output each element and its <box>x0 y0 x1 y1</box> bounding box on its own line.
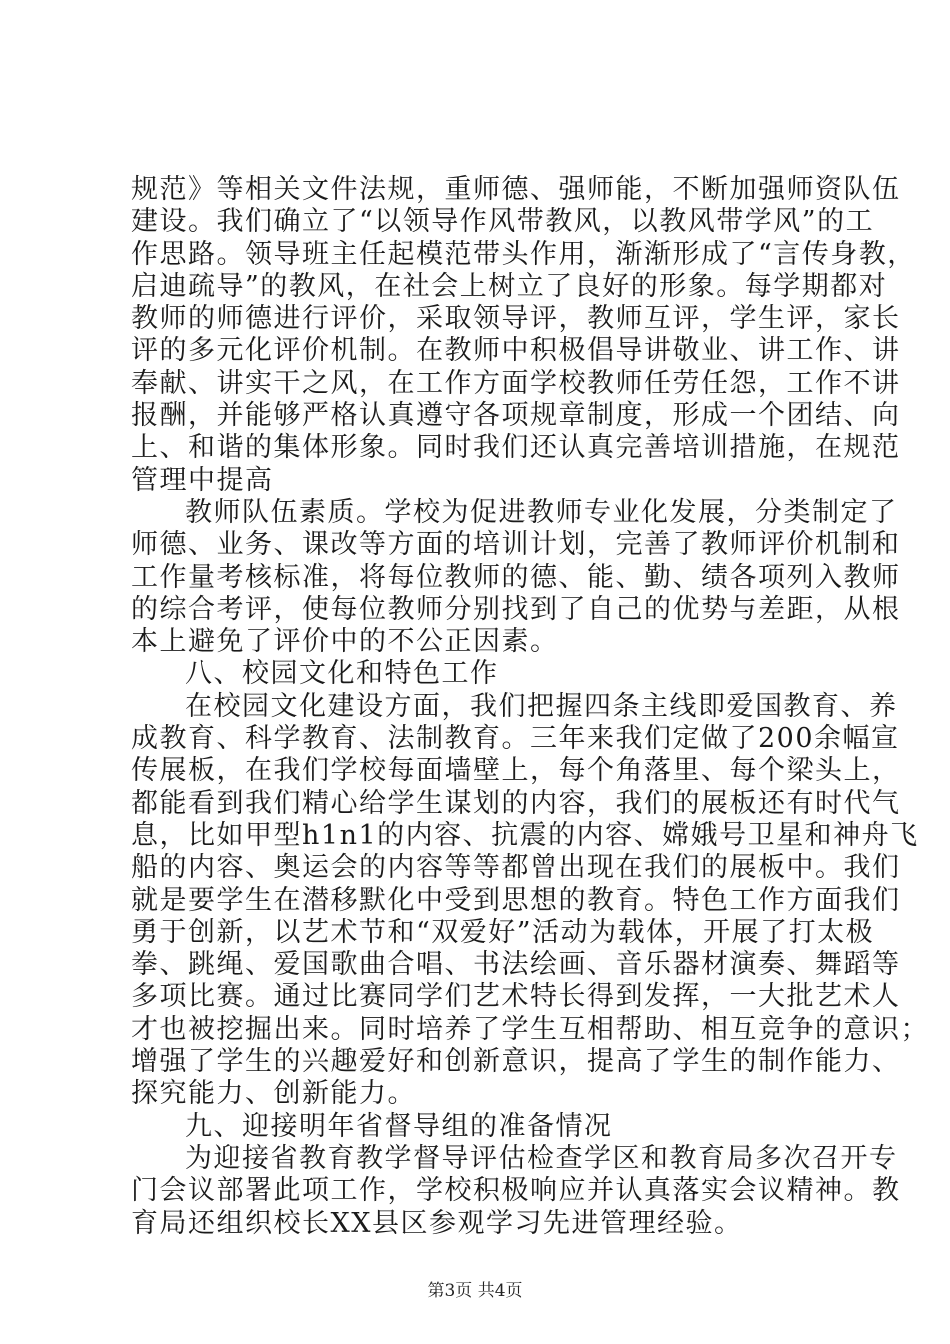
text-line: 息，比如甲型h1n1的内容、抗震的内容、嫦娥号卫星和神舟飞 <box>131 819 919 851</box>
text-line: 工作量考核标准，将每位教师的德、能、勤、绩各项列入教师 <box>131 561 901 593</box>
text-line: 都能看到我们精心给学生谋划的内容，我们的展板还有时代气 <box>131 787 901 819</box>
text-line: 船的内容、奥运会的内容等等都曾出现在我们的展板中。我们 <box>131 852 901 884</box>
text-line: 才也被挖掘出来。同时培养了学生互相帮助、相互竞争的意识； <box>131 1013 929 1045</box>
text-line: 作思路。领导班主任起模范带头作用，渐渐形成了“言传身教， <box>131 238 916 270</box>
text-line: 增强了学生的兴趣爱好和创新意识，提高了学生的制作能力、 <box>131 1046 901 1078</box>
page-footer <box>0 1276 950 1301</box>
text-line: 评的多元化评价机制。在教师中积极倡导讲敬业、讲工作、讲 <box>131 335 901 367</box>
text-line: 规范》等相关文件法规，重师德、强师能，不断加强师资队伍 <box>131 174 901 205</box>
text-line: 育局还组织校长XX县区参观学习先进管理经验。 <box>131 1207 743 1239</box>
text-line: 多项比赛。通过比赛同学们艺术特长得到发挥，一大批艺术人 <box>131 981 901 1013</box>
text-line: 门会议部署此项工作，学校积极响应并认真落实会议精神。教 <box>131 1175 901 1207</box>
text-line: 奉献、讲实干之风，在工作方面学校教师任劳任怨，工作不讲 <box>131 367 901 399</box>
text-line: 勇于创新，以艺术节和“双爱好”活动为载体，开展了打太极 <box>131 916 875 948</box>
text-line: 上、和谐的集体形象。同时我们还认真完善培训措施，在规范 <box>131 432 901 464</box>
section-heading-9: 九、迎接明年省督导组的准备情况 <box>185 1110 613 1142</box>
text-line: 启迪疏导”的教风，在社会上树立了良好的形象。每学期都对 <box>131 270 888 302</box>
paragraph-start-line: 教师队伍素质。学校为促进教师专业化发展，分类制定了 <box>185 496 898 528</box>
text-line: 管理中提高 <box>131 464 274 496</box>
text-line: 本上避免了评价中的不公正因素。 <box>131 626 559 658</box>
paragraph-start-line: 在校园文化建设方面，我们把握四条主线即爱国教育、养 <box>185 690 898 722</box>
text-line: 探究能力、创新能力。 <box>131 1078 416 1110</box>
paragraph-start-line: 为迎接省教育教学督导评估检查学区和教育局多次召开专 <box>185 1142 898 1174</box>
text-line: 成教育、科学教育、法制教育。三年来我们定做了200余幅宣 <box>131 723 900 755</box>
document-body <box>131 174 929 1240</box>
section-heading-8: 八、校园文化和特色工作 <box>185 658 499 690</box>
text-line: 拳、跳绳、爱国歌曲合唱、书法绘画、音乐器材演奏、舞蹈等 <box>131 949 901 981</box>
text-line: 建设。我们确立了“以领导作风带教风，以教风带学风”的工 <box>131 206 875 238</box>
text-line: 报酬，并能够严格认真遵守各项规章制度，形成一个团结、向 <box>131 400 901 432</box>
text-line: 的综合考评，使每位教师分别找到了自己的优势与差距，从根 <box>131 593 901 625</box>
text-line: 传展板，在我们学校每面墙壁上，每个角落里、每个梁头上， <box>131 755 901 787</box>
text-line: 师德、业务、课改等方面的培训计划，完善了教师评价机制和 <box>131 529 901 561</box>
page-number: 第3页 共4页 <box>427 1281 523 1301</box>
text-line: 教师的师德进行评价，采取领导评，教师互评，学生评，家长 <box>131 303 901 335</box>
text-line: 就是要学生在潜移默化中受到思想的教育。特色工作方面我们 <box>131 884 901 916</box>
